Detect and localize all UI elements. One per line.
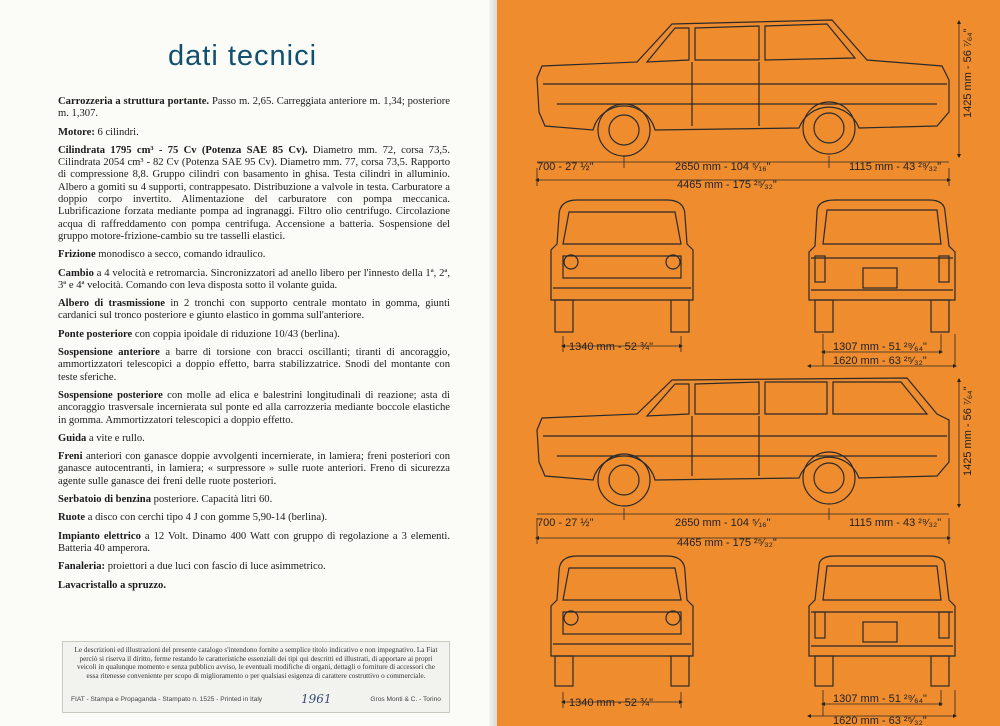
spec-paragraph [58,494,450,506]
wagon-rear-track-label: 1307 mm - 51 ²⁹⁄₆₄" [833,693,927,705]
spec-heading: Cilindrata 1795 cm³ - 75 Cv (Potenza SAE 85 Cv). [58,144,308,156]
spec-heading: Carrozzeria a struttura portante. [58,96,210,107]
spec-heading: Fanaleria: [58,561,106,573]
wagon-side-view [537,378,949,506]
spec-heading: Ponte posteriore [58,328,133,340]
spec-heading: Motore: [58,126,95,138]
wagon-length-label: 4465 mm - 175 ²⁵⁄₃₂" [677,537,777,549]
spec-text: con coppia ipoidale di riduzione 10/43 (berlina). [132,328,340,340]
spec-paragraph [58,145,450,243]
wagon-front-track-label: 1340 mm - 52 ¾" [569,697,653,709]
spec-text: a vite e rullo. [86,432,145,444]
drawing-page [497,0,1000,726]
sedan-height-label: 1425 mm - 56 ⁷⁄₆₄" [962,28,974,118]
spec-paragraph [58,96,450,121]
spec-paragraph [58,561,450,573]
technical-drawings [497,0,1000,726]
sedan-rear-view [809,200,955,332]
sedan-front-view [551,200,693,332]
wagon-front-overhang-label: 700 - 27 ½" [537,517,594,529]
spec-heading: Impianto elettrico [58,530,141,542]
spec-text: monodisco a secco, comando idraulico. [95,249,266,261]
spec-heading: Sospensione posteriore [58,389,163,401]
sedan-width-label: 1620 mm - 63 ²⁵⁄₃₂" [833,355,927,367]
sedan-front-track-label: 1340 mm - 52 ¾" [569,341,653,353]
spec-heading: Lavacristallo a spruzzo. [58,579,166,591]
publisher-line: FIAT - Stampa e Propaganda - Stampato n. 1525 - Printed in Italy [71,695,263,703]
sedan-length-label: 4465 mm - 175 ²⁵⁄₃₂" [677,179,777,191]
wagon-rear-view [809,556,955,686]
spec-paragraph [58,127,450,139]
sedan-side-view [537,20,949,156]
disclaimer-text: Le descrizioni ed illustrazioni del presente catalogo s'intendono fornite a semplice titolo indicativo e non impegnativo. La Fiat perciò si riserva il diritto, ferme restando le caratteristiche essenziali dei tipi qui descritti ed illustrati, di apportare ai propri veicoli in qualunque momento e senza pubblico avviso, le eventuali modifiche di organi, dettagli o forniture di accessori che essa ritenesse conveniente per scopo di miglioramento o per qualsiasi esigenza di carattere costruttivo o commerciale. [74,646,438,680]
spec-text: posteriore. Capacità litri 60. [151,494,273,506]
sedan-rear-track-label: 1307 mm - 51 ²⁹⁄₆₄" [833,341,927,353]
spec-text: a 12 Volt. Dinamo 400 Watt con gruppo di regolazione a 3 elementi. Batteria 40 amperora. [58,530,451,554]
spec-text: a barre di torsione con bracci oscillanti; tiranti di ancoraggio, ammortizzatori telescopici a doppio effetto, barra stabilizzatrice. Snodi del montante con teste sferiche. [58,347,450,383]
wagon-width-label: 1620 mm - 63 ²⁵⁄₃₂" [833,715,927,726]
spec-heading: Cambio [58,267,94,279]
wagon-height-label: 1425 mm - 56 ⁷⁄₆₄" [962,386,974,476]
spec-paragraph [58,298,450,323]
spec-paragraph [58,580,450,592]
spec-text: Diametro mm. 72, corsa 73,5. Cilindrata 2054 cm³ - 82 Cv (Potenza SAE 95 Cv). Diametro mm. 77, corsa 73,5. Rapporto di compressione 8,8. Gruppo cilindri con basamento in ghisa. Testa cilindri in alluminio. Albero a gomiti su 4 supporti, contrappesato. Distribuzione a valvole in testa. Carburatore a doppio corpo invertito. Alimentazione del carburatore con pompa meccanica. Lubrificazione forzata mediante pompa ad ingranaggi. Filtro olio centrifugo. Circolazione acqua di raffreddamento con pompa centrifuga. Accensione a batteria. Sospensione del gruppo motore-frizione-cambio su tre tasselli elastici. [58,144,450,242]
spec-paragraph [58,268,450,293]
spec-paragraph [58,531,450,556]
handwritten-year: 1961 [300,692,332,706]
spec-paragraph [58,390,450,427]
spec-text: anteriori con ganasce doppie avvolgenti incernierate, in lamiera; freni posteriori con ganasce autocentranti, in lamiera; « surpressore » sulle ruote anteriori. Freno di sicurezza agente sulle ganasce dei freni delle ruote posteriori. [58,451,450,487]
wagon-rear-overhang-label: 1115 mm - 43 ²⁹⁄₃₂" [849,517,942,529]
spec-page [0,0,497,726]
spec-text: a disco con cerchi tipo 4 J con gomme 5,90-14 (berlina). [85,512,328,524]
disclaimer-box [62,641,450,713]
sedan-wheelbase-label: 2650 mm - 104 ⁵⁄₁₆" [675,161,771,173]
page-title: dati tecnici [168,40,318,72]
spec-paragraph [58,329,450,341]
spec-text: a 4 velocità e retromarcia. Sincronizzatori ad anello libero per l'innesto della 1ª, 2ª, 3ª e 4ª velocità. Comando con leva disposta sotto il volante guida. [58,267,450,291]
spec-heading: Albero di trasmissione [58,298,166,310]
wagon-front-view [551,556,693,686]
spec-paragraph [58,249,450,261]
spec-text: in 2 tronchi con supporto centrale montato in gomma, giunti cardanici sul tronco posteriore e giunto elastico in gomma sull'anteriore. [58,298,450,322]
spec-heading: Serbatoio di benzina [58,494,152,506]
wagon-wheelbase-label: 2650 mm - 104 ⁵⁄₁₆" [675,517,771,529]
spec-paragraph [58,433,450,445]
spec-heading: Sospensione anteriore [58,347,160,359]
spec-text: Passo m. 2,65. Carreggiata anteriore m. 1,34; posteriore m. 1,307. [58,96,450,120]
imprint-line [71,692,441,706]
spec-heading: Guida [58,432,87,444]
spec-paragraph [58,512,450,524]
spec-heading: Freni [58,451,83,463]
sedan-rear-overhang-label: 1115 mm - 43 ²⁹⁄₃₂" [849,161,942,173]
spec-heading: Ruote [58,512,86,524]
spec-text: con molle ad elica e balestrini longitudinali di reazione; asta di ancoraggio trasversale incernierata sul ponte ed alla carrozzeria mediante boccole elastiche in gomma. Ammortizzatori telescopici a doppio effetto. [58,389,450,426]
spec-text: proiettori a due luci con fascio di luce asimmetrico. [105,561,326,573]
spec-paragraph [58,451,450,488]
sedan-front-overhang-label: 700 - 27 ½" [537,161,594,173]
spec-text: 6 cilindri. [94,126,139,138]
spec-heading: Frizione [58,249,96,261]
printer-line: Gros Monti & C. - Torino [370,695,441,703]
spec-paragraph [58,347,450,384]
spec-list [58,96,450,598]
